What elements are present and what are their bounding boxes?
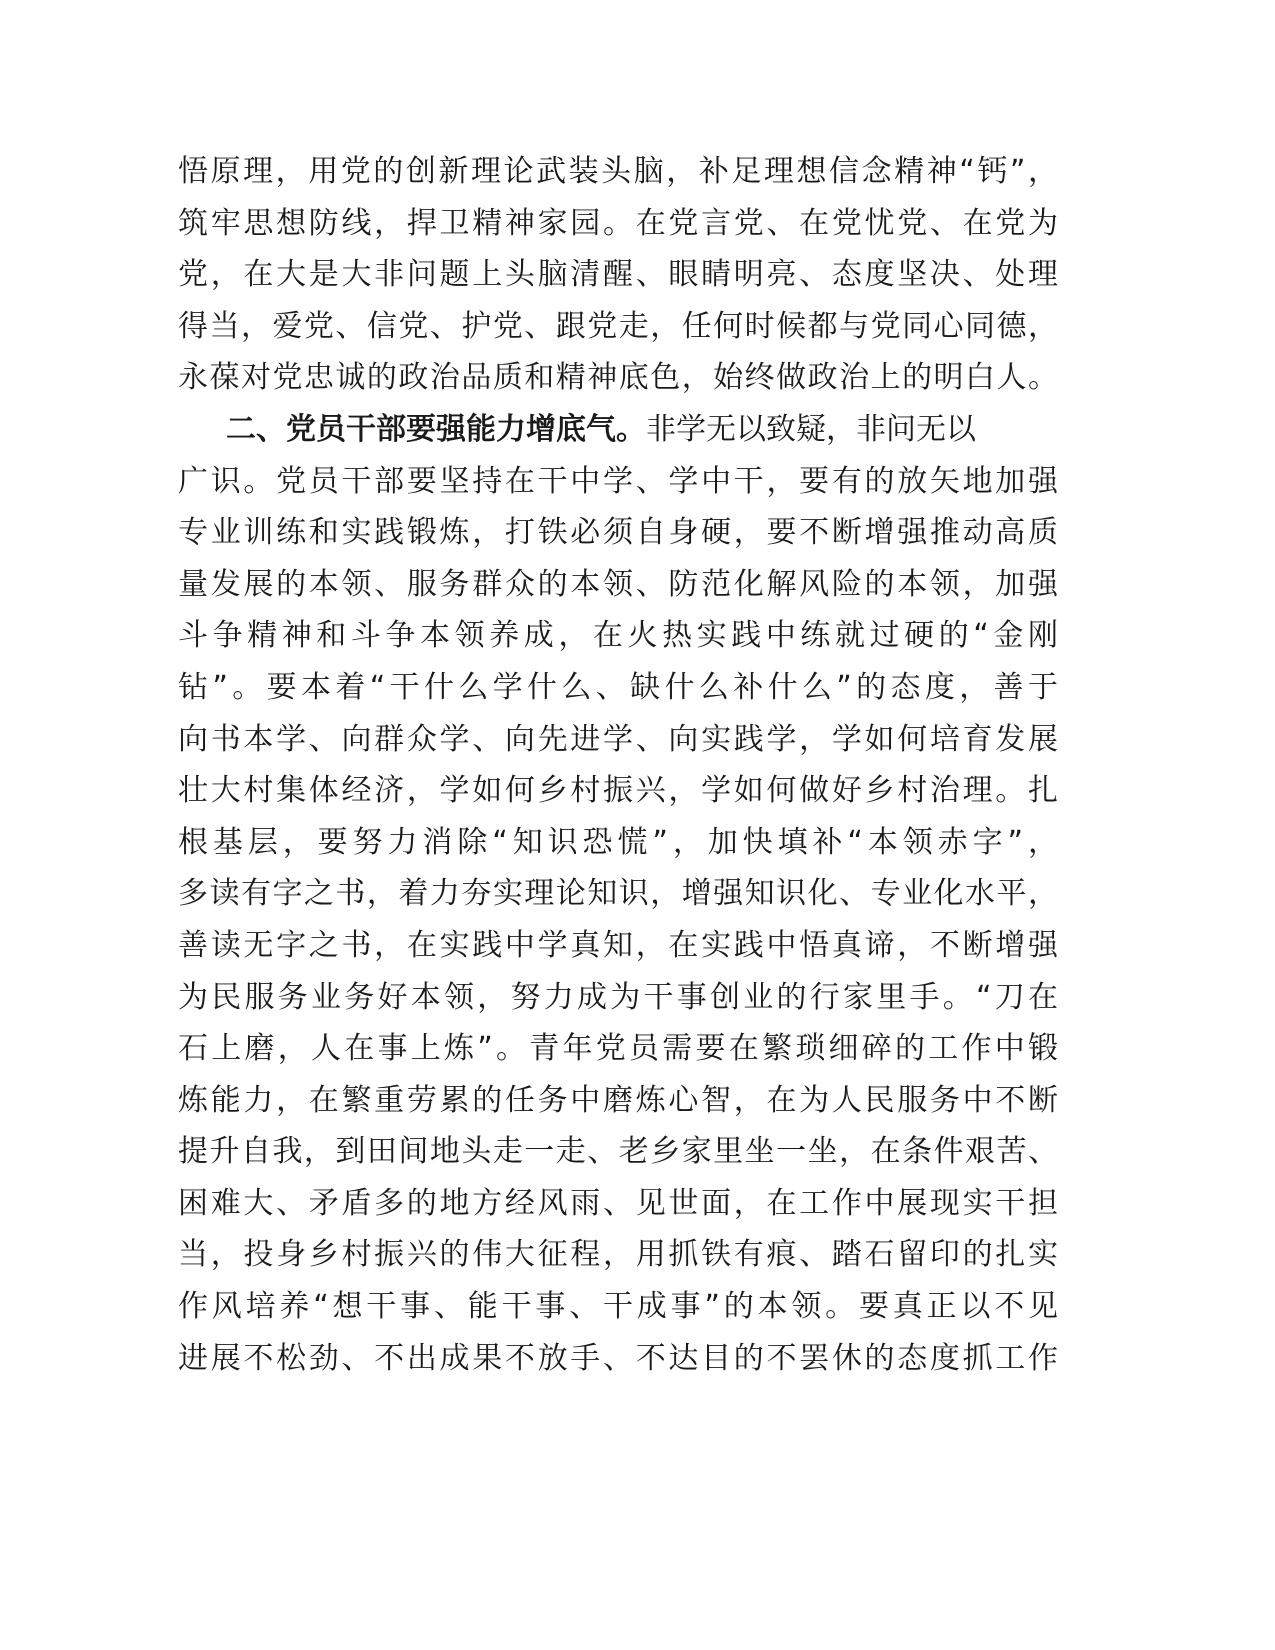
paragraph-line: 为民服务业务好本领，努力成为干事创业的行家里手。“刀在 — [178, 979, 1058, 1015]
paragraph-line: 广识。党员干部要坚持在干中学、学中干，要有的放矢地加强 — [178, 463, 1058, 499]
paragraph-line: 提升自我，到田间地头走一走、老乡家里坐一坐，在条件艰苦、 — [178, 1134, 1058, 1170]
paragraph-first-line — [178, 404, 1058, 456]
paragraph-line: 困难大、矛盾多的地方经风雨、见世面，在工作中展现实干担 — [178, 1185, 1058, 1221]
paragraph-line: 善读无字之书，在实践中学真知，在实践中悟真谛，不断增强 — [178, 927, 1058, 963]
paragraph-line: 筑牢思想防线，捍卫精神家园。在党言党、在党忧党、在党为 — [178, 205, 1058, 241]
paragraph-line: 专业训练和实践锻炼，打铁必须自身硬，要不断增强推动高质 — [178, 515, 1058, 551]
paragraph-line: 得当，爱党、信党、护党、跟党走，任何时候都与党同心同德， — [178, 308, 1058, 344]
paragraph-line: 斗争精神和斗争本领养成，在火热实践中练就过硬的“金刚 — [178, 618, 1058, 654]
paragraph-line: 党，在大是大非问题上头脑清醒、眼睛明亮、态度坚决、处理 — [178, 257, 1058, 293]
paragraph-2 — [178, 404, 1058, 1384]
paragraph-line: 石上磨，人在事上炼”。青年党员需要在繁琐细碎的工作中锻 — [178, 1031, 1058, 1067]
paragraph-1 — [178, 146, 1058, 404]
section-heading: 二、党员干部要强能力增底气。 — [226, 411, 646, 447]
paragraph-line: 壮大村集体经济，学如何乡村振兴，学如何做好乡村治理。扎 — [178, 773, 1058, 809]
paragraph-line: 量发展的本领、服务群众的本领、防范化解风险的本领，加强 — [178, 566, 1058, 602]
paragraph-line: 炼能力，在繁重劳累的任务中磨炼心智，在为人民服务中不断 — [178, 1082, 1058, 1118]
paragraph-line: 永葆对党忠诚的政治品质和精神底色，始终做政治上的明白人。 — [178, 360, 1058, 396]
document-body — [178, 146, 1058, 1384]
paragraph-line: 向书本学、向群众学、向先进学、向实践学，学如何培育发展 — [178, 721, 1058, 757]
paragraph-line: 悟原理，用党的创新理论武装头脑，补足理想信念精神“钙”， — [178, 154, 1058, 189]
paragraph-line: 作风培养“想干事、能干事、干成事”的本领。要真正以不见 — [178, 1289, 1058, 1325]
paragraph-line: 根基层，要努力消除“知识恐慌”，加快填补“本领赤字”， — [178, 824, 1058, 860]
paragraph-line: 当，投身乡村振兴的伟大征程，用抓铁有痕、踏石留印的扎实 — [178, 1237, 1058, 1273]
paragraph-line: 进展不松劲、不出成果不放手、不达目的不罢休的态度抓工作 — [178, 1340, 1058, 1376]
paragraph-line: 多读有字之书，着力夯实理论知识，增强知识化、专业化水平， — [178, 876, 1058, 912]
paragraph-line: 钻”。要本着“干什么学什么、缺什么补什么”的态度，善于 — [178, 669, 1058, 705]
paragraph-line-text: 非学无以致疑，非问无以 — [646, 411, 976, 447]
